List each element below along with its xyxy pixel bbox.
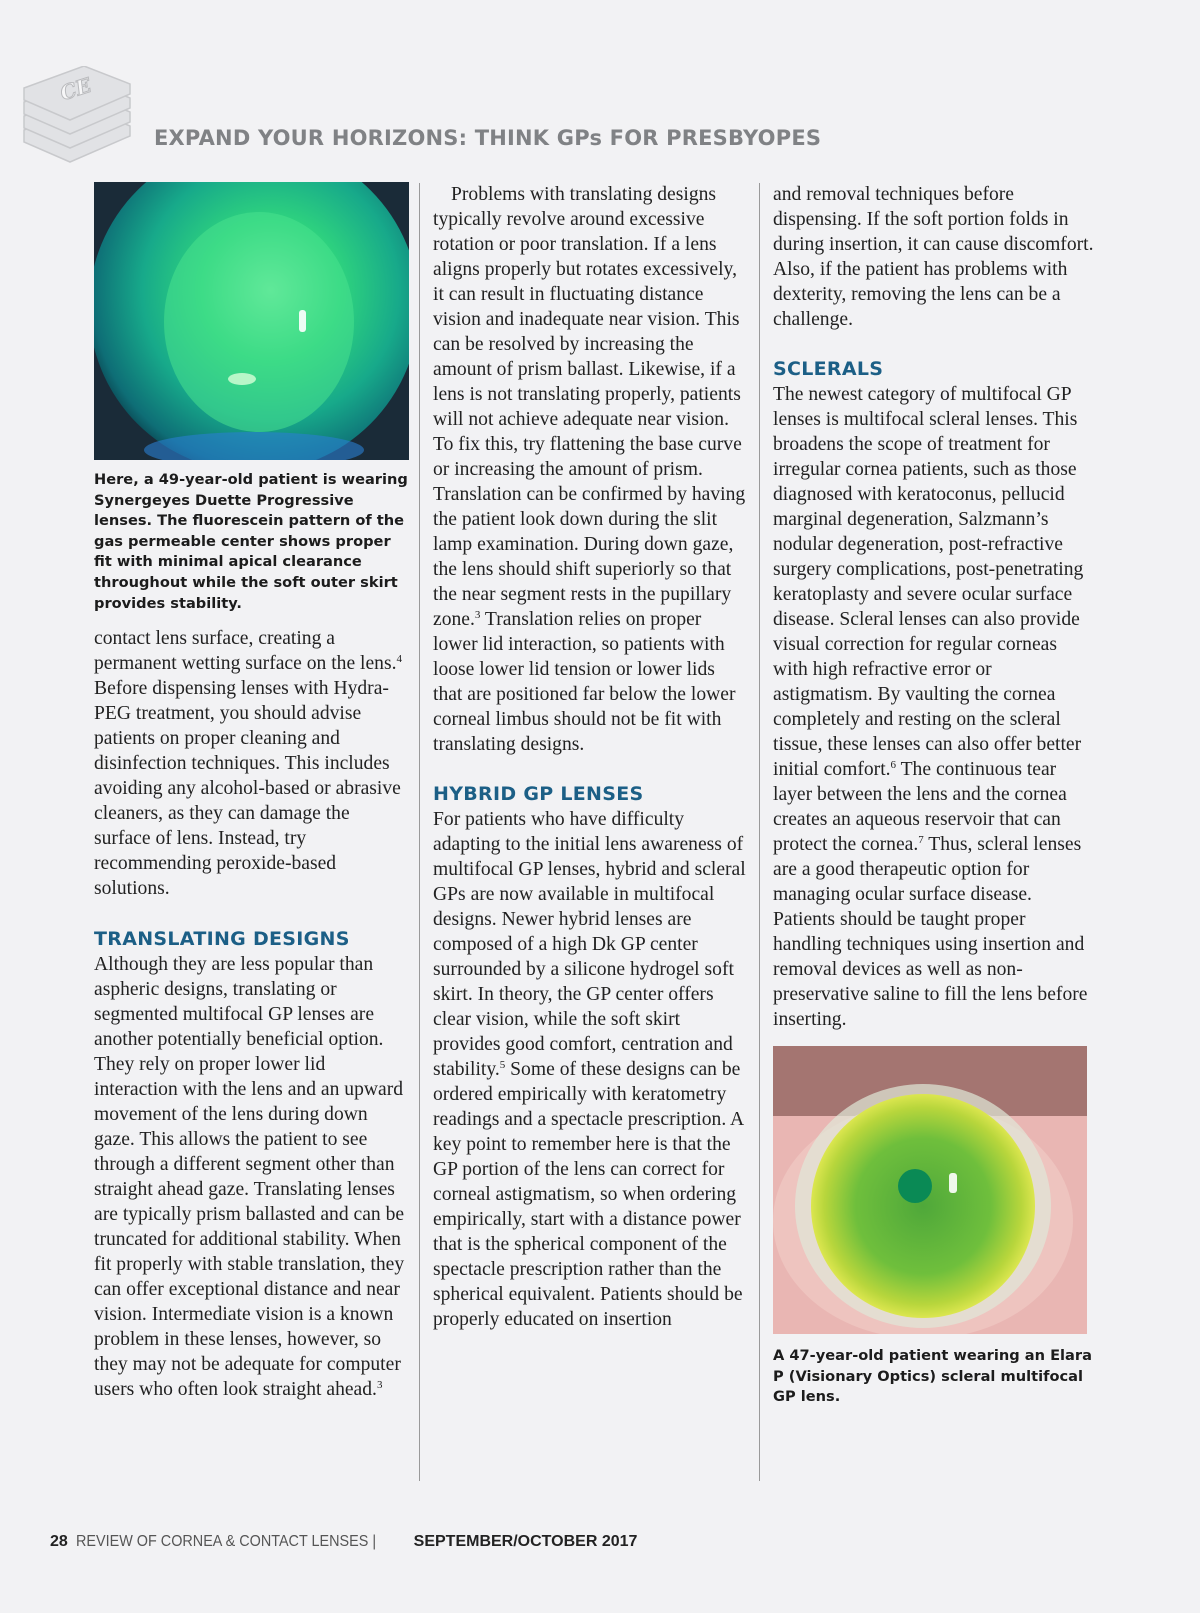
body-paragraph: The newest category of multifocal GP lenses is multifocal scleral lenses. This broadens the scope of treatment for irregular cornea patients, such as those diagnosed with keratoconus, pellucid marginal degeneration, Salzmann’s nodular degeneration, post-refractive surgery complications, post-penetrating keratoplasty and severe ocular surface disease. Scleral lenses can also provide visual correction for regular corneas with high refractive error or astigmatism. By vaulting the cornea completely and resting on the scleral tissue, these lenses can also offer better initial comfort.$^6$ The continuous tear layer between the lens and the cornea creates an aqueous reservoir that can protect the cornea.$^7$ Thus, scleral lenses are a good therapeutic option for managing ocular surface disease. Patients should be taught proper handling techniques using insertion and removal devices as well as non-preservative saline to fill the lens before inserting. bbox=[773, 384, 1088, 1030]
column-2 bbox=[433, 182, 749, 1332]
publication-name: REVIEW OF CORNEA & CONTACT LENSES | bbox=[75, 1533, 376, 1550]
body-paragraph: Problems with translating designs typically revolve around excessive rotation or poor translation. If a lens aligns properly but rotates excessively, it can result in fluctuating distance vision and inadequate near vision. This can be resolved by increasing the amount of prism ballast. Likewise, if a lens is not translating properly, patients will not achieve adequate near vision. To fix this, try flattening the base curve or increasing the amount of prism. Translation can be confirmed by having the patient look down during the slit lamp examination. During down gaze, the lens should shift superiorly so that the near segment rests in the pupillary zone.$^3$ Translation relies on proper lower lid interaction, so patients with loose lower lid tension or lower lids that are positioned far below the lower corneal limbus should not be fit with translating designs. bbox=[433, 184, 746, 755]
column-divider bbox=[419, 183, 420, 1481]
page-number: 28 bbox=[50, 1533, 68, 1550]
reference-superscript: 3 bbox=[376, 1379, 383, 1392]
reference-superscript: 3 bbox=[474, 609, 481, 621]
section-heading-sclerals: SCLERALS bbox=[773, 358, 884, 380]
figure-caption: A 47-year-old patient wearing an Elara P (Visionary Optics) scleral multifocal GP lens. bbox=[773, 1347, 1092, 1406]
body-paragraph: contact lens surface, creating a permanent wetting surface on the lens.$^4$ Before dispensing lenses with Hydra-PEG treatment, you should advise patients on proper cleaning and disinfection techniques. This includes avoiding any alcohol-based or abrasive cleaners, as they can damage the surface of lens. Instead, try recommending peroxide-based solutions. bbox=[94, 628, 403, 900]
fluorescein-eye-photo bbox=[94, 182, 409, 460]
body-paragraph: Although they are less popular than aspheric designs, translating or segmented multifocal GP lenses are another potentially beneficial option. They rely on proper lower lid interaction with the lens and an upward movement of the lens during down gaze. This allows the patient to see through a different segment other than straight ahead gaze. Translating lenses are typically prism ballasted and can be truncated for additional stability. When fit properly with stable translation, they can offer exceptional distance and near vision. Intermediate vision is a known problem in these lenses, however, so they may not be adequate for computer users who often look straight ahead.$^3$ bbox=[94, 954, 405, 1401]
page-footer bbox=[50, 1533, 637, 1551]
issue-date: SEPTEMBER/OCTOBER 2017 bbox=[413, 1533, 638, 1550]
page-header-title: EXPAND YOUR HORIZONS: THINK GPs FOR PRESBYOPES bbox=[154, 126, 822, 150]
scleral-lens-eye-photo bbox=[773, 1046, 1087, 1334]
section-heading-translating-designs: TRANSLATING DESIGNS bbox=[94, 928, 350, 951]
body-paragraph: and removal techniques before dispensing. If the soft portion folds in during insertion, it can cause discomfort. Also, if the patient has problems with dexterity, removing the lens can be a challenge. bbox=[773, 184, 1094, 330]
ce-logo-icon bbox=[18, 66, 138, 166]
ce-logo-text: CE bbox=[57, 72, 95, 106]
body-paragraph: For patients who have difficulty adapting to the initial lens awareness of multifocal GP lenses, hybrid and scleral GPs are now available in multifocal designs. Newer hybrid lenses are composed of a high Dk GP center surrounded by a silicone hydrogel soft skirt. In theory, the GP center offers clear vision, while the soft skirt provides good comfort, centration and stability.$^5$ Some of these designs can be ordered empirically with keratometry readings and a spectacle prescription. A key point to remember here is that the GP portion of the lens can correct for corneal astigmatism, so when ordering empirically, start with a distance power that is the spherical component of the spectacle prescription rather than the spherical equivalent. Patients should be properly educated on insertion bbox=[433, 809, 746, 1330]
column-divider bbox=[759, 183, 760, 1481]
reference-superscript: 7 bbox=[918, 834, 924, 846]
reference-superscript: 6 bbox=[890, 759, 897, 771]
reference-superscript: 4 bbox=[396, 653, 403, 666]
column-1 bbox=[94, 182, 410, 1402]
reference-superscript: 5 bbox=[499, 1059, 506, 1071]
section-heading-hybrid-gp-lenses: HYBRID GP LENSES bbox=[433, 783, 644, 805]
figure-caption: Here, a 49-year-old patient is wearing Synergeyes Duette Progressive lenses. The fluorescein pattern of the gas permeable center shows proper fit with minimal apical clearance throughout while the soft outer skirt provides stability. bbox=[94, 471, 408, 612]
column-3 bbox=[773, 182, 1095, 1408]
